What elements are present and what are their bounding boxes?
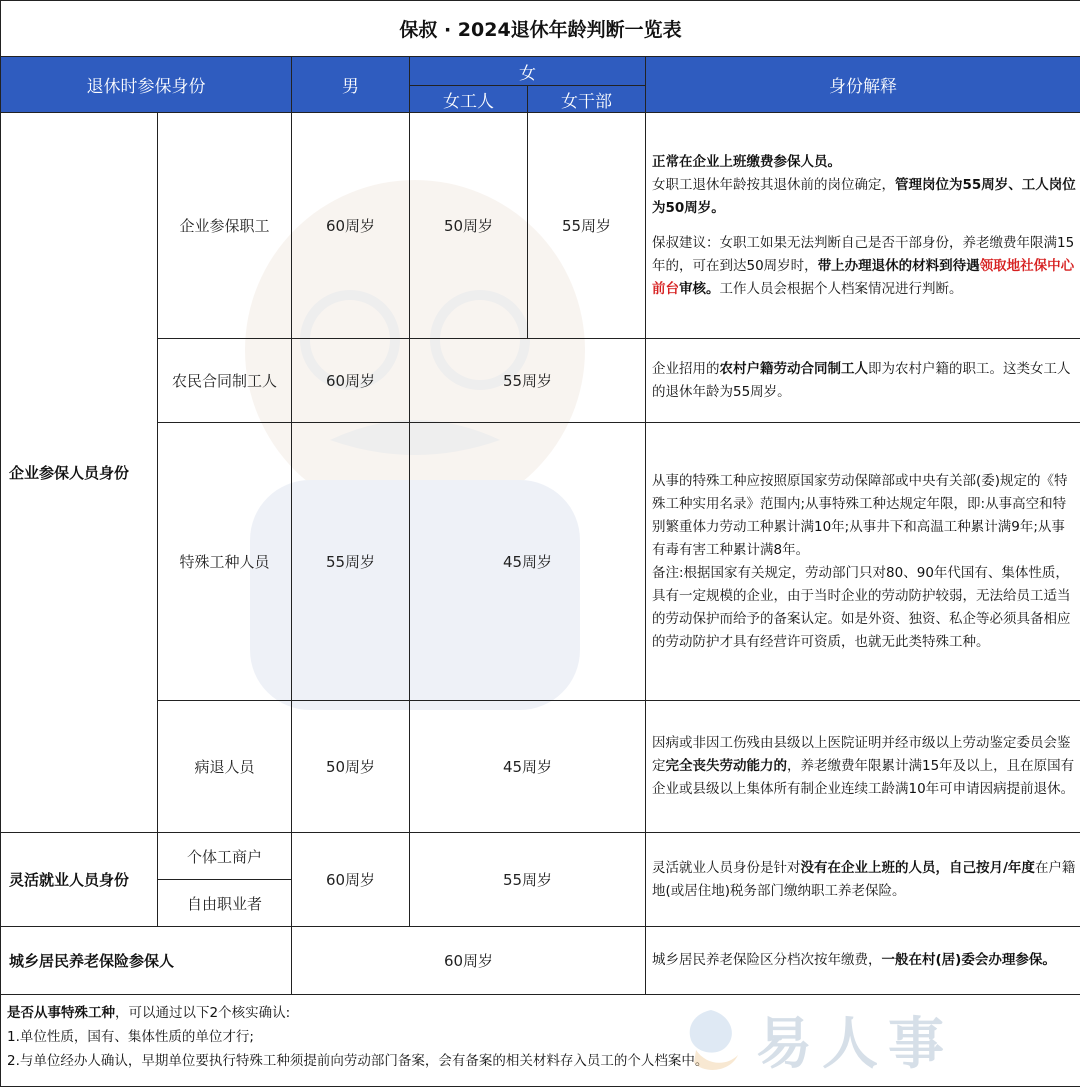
table-row (1, 339, 1080, 423)
sub-identity: 自由职业者 (158, 880, 292, 927)
explanation-cell: 灵活就业人员身份是针对没有在企业上班的人员，自己按月/年度在户籍地(或居住地)税务部门缴纳职工养老保险。 (646, 833, 1080, 927)
age-female: 45周岁 (410, 423, 646, 701)
table-row (1, 833, 1080, 880)
age-male: 60周岁 (292, 833, 410, 927)
explanation-cell: 正常在企业上班缴费参保人员。 女职工退休年龄按其退休前的岗位确定，管理岗位为55周岁、工人岗位为50周岁。 保叔建议：女职工如果无法判断自己是否干部身份，养老缴费年限满15年的，可在到达50周岁时，带上办理退休的材料到待遇领取地社保中心前台审核。工作人员会根据个人档案情况进行判断。 (646, 113, 1080, 339)
sub-identity: 农民合同制工人 (158, 339, 292, 423)
header-male: 男 (292, 57, 410, 113)
sub-identity: 企业参保职工 (158, 113, 292, 339)
sub-identity: 病退人员 (158, 701, 292, 833)
category-resident: 城乡居民养老保险参保人 (1, 927, 292, 995)
table-row (1, 423, 1080, 701)
brand-watermark-text: 易人事 (756, 1012, 954, 1077)
explanation-cell: 城乡居民养老保险区分档次按年缴费，一般在村(居)委会办理参保。 (646, 927, 1080, 995)
age-female: 45周岁 (410, 701, 646, 833)
age-male: 60周岁 (292, 113, 410, 339)
age-female-cadre: 55周岁 (528, 113, 646, 339)
table-title: 保叔 · 2024退休年龄判断一览表 (1, 1, 1080, 57)
table-row (1, 113, 1080, 339)
category-enterprise: 企业参保人员身份 (1, 113, 158, 833)
age-female-worker: 50周岁 (410, 113, 528, 339)
header-female-worker: 女工人 (410, 86, 528, 113)
explanation-cell: 因病或非因工伤残由县级以上医院证明并经市级以上劳动鉴定委员会鉴定完全丧失劳动能力的，养老缴费年限累计满15年及以上，且在原国有企业或县级以上集体所有制企业连续工龄满10年可申请因病提前退休。 (646, 701, 1080, 833)
explanation-cell: 从事的特殊工种应按照原国家劳动保障部或中央有关部(委)规定的《特殊工种实用名录》范围内;从事特殊工种达规定年限，即:从事高空和特别繁重体力劳动工种累计满10年;从事井下和高温工种累计满9年;从事有毒有害工种累计满8年。 备注:根据国家有关规定，劳动部门只对80、90年代国有、集体性质，具有一定规模的企业，由于当时企业的劳动防护较弱，无法给员工适当的劳动保护而给予的备案认定。如是外资、独资、私企等必须具备相应的劳动防护才具有经营许可资质，也就无此类特殊工种。 (646, 423, 1080, 701)
age-all: 60周岁 (292, 927, 646, 995)
table-row (1, 927, 1080, 995)
age-male: 55周岁 (292, 423, 410, 701)
header-female: 女 (410, 57, 646, 86)
age-male: 50周岁 (292, 701, 410, 833)
table-row (1, 701, 1080, 833)
header-explanation: 身份解释 (646, 57, 1080, 113)
category-flexible: 灵活就业人员身份 (1, 833, 158, 927)
sub-identity: 特殊工种人员 (158, 423, 292, 701)
age-female: 55周岁 (410, 833, 646, 927)
header-identity: 退休时参保身份 (1, 57, 292, 113)
footer-note: 是否从事特殊工种，可以通过以下2个核实确认: 1.单位性质，国有、集体性质的单位才行; 2.与单位经办人确认，早期单位要执行特殊工种须提前向劳动部门备案，会有备案的相关材料存入员工的个人档案中。 (1, 995, 1080, 1087)
age-female: 55周岁 (410, 339, 646, 423)
explanation-cell: 企业招用的农村户籍劳动合同制工人即为农村户籍的职工。这类女工人的退休年龄为55周岁。 (646, 339, 1080, 423)
age-male: 60周岁 (292, 339, 410, 423)
header-female-cadre: 女干部 (528, 86, 646, 113)
sub-identity: 个体工商户 (158, 833, 292, 880)
